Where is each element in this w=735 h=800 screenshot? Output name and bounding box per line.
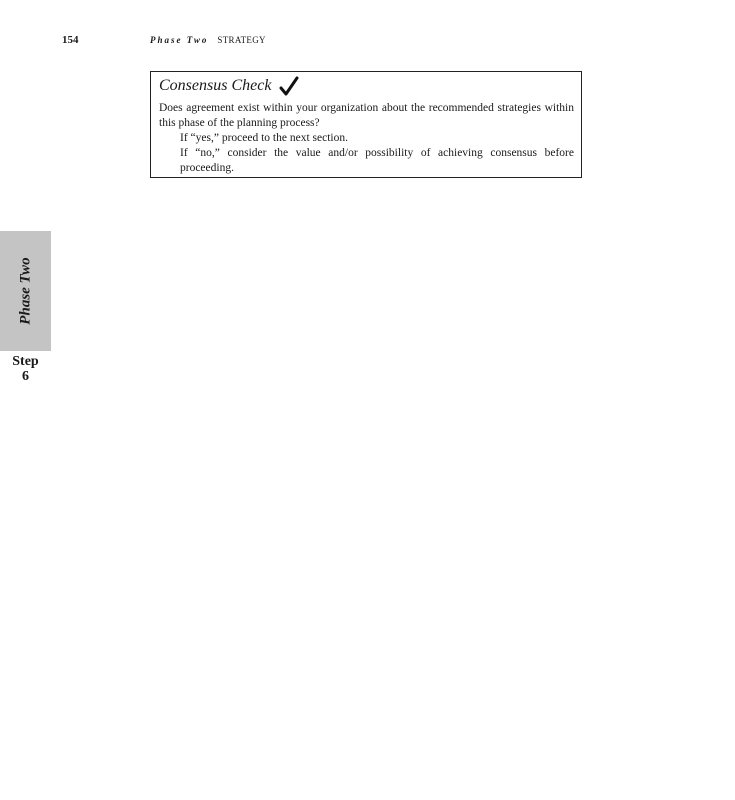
option-yes: If “yes,” proceed to the next section. [180, 132, 348, 144]
phase-side-tab-label: Phase Two [17, 257, 33, 325]
option-no: If “no,” consider the value and/or possibility of achieving consensus before proceeding. [180, 147, 574, 174]
running-head [150, 35, 266, 45]
consensus-question: Does agreement exist within your organization about the recommended strategies within this phase of the planning process? [159, 102, 574, 129]
step-label [0, 354, 51, 384]
consensus-check-heading [159, 74, 574, 98]
step-number: 6 [22, 369, 29, 384]
consensus-check-box [150, 71, 582, 178]
step-text: Step [12, 354, 39, 369]
running-head-phase: Phase Two [150, 35, 209, 45]
phase-side-tab [0, 231, 51, 351]
page-number: 154 [62, 34, 79, 46]
check-icon [279, 76, 299, 96]
running-head-section: STRATEGY [217, 35, 266, 45]
consensus-check-title: Consensus Check [159, 77, 272, 94]
